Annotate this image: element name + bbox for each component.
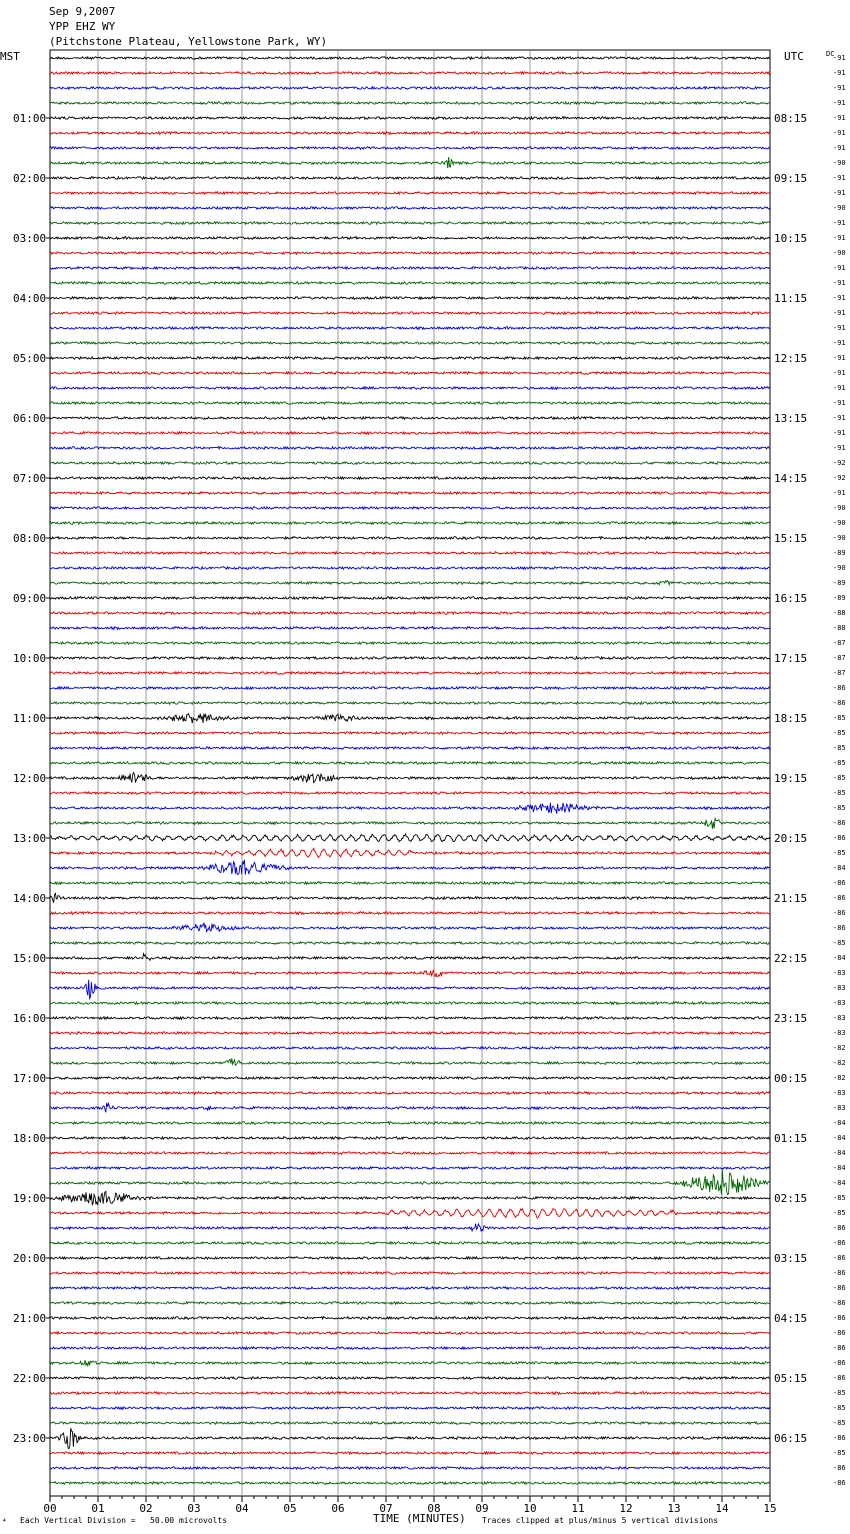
dc-offset-label: -82 [833, 1074, 846, 1082]
dc-offset-label: -85 [833, 744, 846, 752]
dc-offset-label: -90 [833, 249, 846, 257]
dc-offset-label: -82 [833, 1059, 846, 1067]
dc-offset-label: -83 [833, 1029, 846, 1037]
seismic-trace [50, 147, 770, 150]
seismic-trace [50, 507, 770, 510]
utc-hour-label: 00:15 [774, 1072, 808, 1085]
seismic-trace [50, 803, 770, 814]
utc-hour-label: 09:15 [774, 172, 808, 185]
seismic-trace [50, 762, 770, 765]
dc-offset-label: -91 [833, 129, 846, 137]
seismic-trace [50, 1209, 770, 1219]
mst-hour-label: 11:00 [13, 712, 47, 725]
seismic-trace [50, 792, 770, 795]
seismic-trace [50, 1347, 770, 1350]
seismic-trace [50, 1377, 770, 1380]
dc-offset-label: -90 [833, 204, 846, 212]
mst-hour-label: 18:00 [13, 1132, 47, 1145]
x-tick-label: 03 [187, 1502, 201, 1515]
dc-offset-label: -86 [833, 1239, 846, 1247]
dc-offset-label: -84 [833, 1134, 846, 1142]
seismic-trace [50, 1257, 770, 1260]
seismic-trace [50, 1407, 770, 1410]
seismic-trace [50, 447, 770, 450]
seismic-trace [50, 1467, 770, 1470]
seismic-trace [50, 102, 770, 105]
mst-hour-label: 13:00 [13, 832, 47, 845]
mst-hour-label: 12:00 [13, 772, 47, 785]
dc-offset-label: -84 [833, 1179, 846, 1187]
dc-offset-label: -91 [833, 354, 846, 362]
seismic-trace [50, 1032, 770, 1035]
seismic-trace [50, 462, 770, 465]
dc-offset-label: -90 [833, 534, 846, 542]
dc-offset-label: -91 [833, 99, 846, 107]
x-tick-label: 15 [763, 1502, 777, 1515]
seismic-trace [50, 773, 770, 783]
dc-offset-label: -86 [833, 1479, 846, 1487]
seismic-trace [50, 702, 770, 705]
utc-hour-label: 05:15 [774, 1372, 808, 1385]
dc-offset-label: -86 [833, 924, 846, 932]
dc-offset-label: -89 [833, 594, 846, 602]
dc-offset-label: -83 [833, 1014, 846, 1022]
mst-hour-label: 19:00 [13, 1192, 47, 1205]
seismic-trace [50, 417, 770, 420]
seismic-trace [50, 1103, 770, 1113]
dc-offset-label: -90 [833, 504, 846, 512]
chart-date: Sep 9,2007 [49, 5, 116, 18]
seismic-trace [50, 177, 770, 180]
dc-offset-label: -83 [833, 1104, 846, 1112]
seismic-trace [50, 834, 770, 842]
mst-hour-label: 05:00 [13, 352, 47, 365]
chart-location: (Pitchstone Plateau, Yellowstone Park, WY) [49, 35, 328, 48]
seismic-trace [50, 357, 770, 360]
dc-offset-label: -86 [833, 1464, 846, 1472]
dc-offset-label: -91 [833, 189, 846, 197]
seismic-trace [50, 1224, 770, 1231]
mst-hour-label: 08:00 [13, 532, 47, 545]
dc-offset-label: -85 [833, 939, 846, 947]
dc-offset-label: -85 [833, 789, 846, 797]
dc-offset-label: -91 [833, 114, 846, 122]
dc-offset-label: -84 [833, 954, 846, 962]
seismic-trace [50, 267, 770, 270]
right-timezone-label: UTC [784, 50, 804, 63]
seismic-trace [50, 477, 770, 480]
seismic-trace [50, 1317, 770, 1320]
mst-hour-label: 21:00 [13, 1312, 47, 1325]
seismic-trace [50, 1272, 770, 1275]
seismic-trace [50, 1169, 770, 1195]
utc-hour-label: 22:15 [774, 952, 808, 965]
dc-offset-label: -91 [833, 414, 846, 422]
dc-offset-label: -89 [833, 549, 846, 557]
seismic-trace [50, 1302, 770, 1305]
mst-hour-label: 15:00 [13, 952, 47, 965]
x-tick-label: 07 [379, 1502, 393, 1515]
vertical-scale-note: Each Vertical Division = 50.00 microvolts [20, 1516, 228, 1525]
utc-hour-label: 20:15 [774, 832, 808, 845]
seismic-trace [50, 1167, 770, 1170]
mst-hour-label: 10:00 [13, 652, 47, 665]
seismic-trace [50, 72, 770, 75]
seismic-trace [50, 1452, 770, 1455]
mst-hour-label: 03:00 [13, 232, 47, 245]
x-tick-label: 01 [91, 1502, 105, 1515]
seismic-trace [50, 387, 770, 390]
dc-offset-label: -86 [833, 894, 846, 902]
mst-hour-label: 14:00 [13, 892, 47, 905]
dc-offset-label: -85 [833, 759, 846, 767]
seismic-trace [50, 1428, 770, 1449]
seismic-trace [50, 522, 770, 525]
seismic-trace [50, 1192, 770, 1206]
utc-hour-label: 04:15 [774, 1312, 808, 1325]
seismic-trace [50, 1152, 770, 1155]
x-tick-label: 04 [235, 1502, 249, 1515]
seismic-trace [50, 860, 770, 875]
dc-offset-label: -85 [833, 729, 846, 737]
utc-hour-label: 12:15 [774, 352, 808, 365]
dc-offset-label: -91 [833, 444, 846, 452]
clip-note: Traces clipped at plus/minus 5 vertical divisions [482, 1516, 719, 1525]
footer-left-mark: ⁴ [2, 1517, 7, 1526]
dc-offset-label: -84 [833, 1164, 846, 1172]
seismic-trace [50, 1077, 770, 1080]
seismic-trace [50, 207, 770, 210]
seismic-trace [50, 1287, 770, 1290]
dc-offset-label: -87 [833, 654, 846, 662]
mst-hour-label: 09:00 [13, 592, 47, 605]
seismic-trace [50, 1242, 770, 1245]
dc-offset-label: -92 [833, 459, 846, 467]
seismic-trace [50, 117, 770, 120]
seismic-trace [50, 1137, 770, 1140]
seismic-trace [50, 612, 770, 615]
trace-group [50, 57, 770, 1485]
dc-offset-label: -91 [833, 399, 846, 407]
seismic-trace [50, 642, 770, 645]
x-tick-label: 11 [571, 1502, 585, 1515]
seismic-trace [50, 1422, 770, 1425]
dc-offset-label: -90 [833, 159, 846, 167]
utc-hour-label: 06:15 [774, 1432, 808, 1445]
dc-offset-label: -86 [833, 1284, 846, 1292]
dc-offset-label: -92 [833, 474, 846, 482]
dc-offset-label: -86 [833, 1269, 846, 1277]
dc-offset-label: -86 [833, 1254, 846, 1262]
utc-hour-label: 15:15 [774, 532, 808, 545]
x-tick-label: 09 [475, 1502, 489, 1515]
seismic-trace [50, 657, 770, 660]
seismic-trace [50, 87, 770, 90]
utc-hour-label: 19:15 [774, 772, 808, 785]
x-tick-label: 08 [427, 1502, 441, 1515]
dc-offset-label: -83 [833, 1089, 846, 1097]
dc-offset-label: -86 [833, 684, 846, 692]
dc-offset-label: -85 [833, 1404, 846, 1412]
seismic-trace [50, 492, 770, 495]
dc-offset-label: -85 [833, 714, 846, 722]
seismic-trace [50, 192, 770, 195]
dc-offset-label: -85 [833, 774, 846, 782]
x-tick-label: 00 [43, 1502, 57, 1515]
utc-hour-label: 21:15 [774, 892, 808, 905]
label-group [13, 54, 846, 1515]
utc-hour-label: 13:15 [774, 412, 808, 425]
dc-offset-label: -83 [833, 999, 846, 1007]
dc-offset-label: -86 [833, 819, 846, 827]
seismic-trace [50, 57, 770, 60]
dc-offset-label: -86 [833, 1344, 846, 1352]
dc-offset-label: -85 [833, 804, 846, 812]
utc-hour-label: 03:15 [774, 1252, 808, 1265]
seismic-trace [50, 732, 770, 735]
utc-hour-label: 16:15 [774, 592, 808, 605]
utc-hour-label: 17:15 [774, 652, 808, 665]
seismic-trace [50, 432, 770, 435]
dc-offset-label: -91 [833, 489, 846, 497]
seismic-trace [50, 980, 770, 999]
dc-offset-label: -82 [833, 1044, 846, 1052]
seismic-trace [50, 537, 770, 540]
dc-offset-label: -86 [833, 699, 846, 707]
dc-offset-label: -86 [833, 1374, 846, 1382]
seismic-trace [50, 747, 770, 750]
dc-offset-label: -85 [833, 1389, 846, 1397]
mst-hour-label: 01:00 [13, 112, 47, 125]
dc-offset-label: -84 [833, 1149, 846, 1157]
seismic-trace [50, 402, 770, 405]
dc-offset-label: -85 [833, 1419, 846, 1427]
dc-offset-label: -86 [833, 909, 846, 917]
seismic-trace [50, 923, 770, 933]
mst-hour-label: 16:00 [13, 1012, 47, 1025]
dc-offset-label: -91 [833, 294, 846, 302]
dc-offset-label: -90 [833, 564, 846, 572]
seismic-trace [50, 893, 770, 903]
dc-offset-label: -91 [833, 339, 846, 347]
seismic-trace [50, 1058, 770, 1065]
utc-hour-label: 01:15 [774, 1132, 808, 1145]
seismic-trace [50, 687, 770, 690]
dc-offset-label: -86 [833, 1314, 846, 1322]
seismic-trace [50, 567, 770, 570]
dc-offset-label: -83 [833, 969, 846, 977]
dc-offset-label: -91 [833, 309, 846, 317]
x-tick-label: 14 [715, 1502, 729, 1515]
dc-offset-label: -87 [833, 669, 846, 677]
seismic-trace [50, 942, 770, 945]
dc-offset-label: -85 [833, 1194, 846, 1202]
dc-offset-label: -90 [833, 519, 846, 527]
seismic-trace [50, 157, 770, 168]
seismic-trace [50, 1482, 770, 1485]
x-tick-label: 02 [139, 1502, 153, 1515]
seismic-trace [50, 1122, 770, 1125]
seismic-trace [50, 312, 770, 315]
dc-offset-label: -86 [833, 1434, 846, 1442]
dc-offset-label: -84 [833, 1119, 846, 1127]
dc-offset-label: -91 [833, 84, 846, 92]
dc-offset-label: -86 [833, 1359, 846, 1367]
seismic-trace [50, 1002, 770, 1005]
dc-offset-label: -89 [833, 579, 846, 587]
seismic-trace [50, 252, 770, 255]
x-tick-label: 05 [283, 1502, 297, 1515]
dc-offset-label: -91 [833, 234, 846, 242]
seismic-trace [50, 1332, 770, 1335]
dc-offset-label: -86 [833, 1329, 846, 1337]
utc-hour-label: 18:15 [774, 712, 808, 725]
dc-offset-label: -85 [833, 1449, 846, 1457]
dc-offset-label: -86 [833, 879, 846, 887]
seismic-trace [50, 1047, 770, 1050]
seismic-trace [50, 627, 770, 630]
dc-offset-label: -91 [833, 429, 846, 437]
x-axis-title: TIME (MINUTES) [373, 1512, 466, 1525]
seismic-trace [50, 848, 770, 857]
dc-offset-label: -91 [833, 219, 846, 227]
mst-hour-label: 06:00 [13, 412, 47, 425]
dc-offset-label: -91 [833, 369, 846, 377]
dc-offset-label: -88 [833, 624, 846, 632]
dc-offset-label: -83 [833, 984, 846, 992]
seismic-trace [50, 581, 770, 585]
seismic-trace [50, 672, 770, 675]
mst-hour-label: 20:00 [13, 1252, 47, 1265]
dc-offset-label: -86 [833, 834, 846, 842]
dc-offset-label: -88 [833, 609, 846, 617]
utc-hour-label: 08:15 [774, 112, 808, 125]
seismic-trace [50, 552, 770, 555]
utc-hour-label: 23:15 [774, 1012, 808, 1025]
dc-offset-label: -91 [833, 264, 846, 272]
seismic-trace [50, 882, 770, 885]
seismic-trace [50, 327, 770, 330]
seismic-trace [50, 1017, 770, 1020]
mst-hour-label: 23:00 [13, 1432, 47, 1445]
utc-hour-label: 14:15 [774, 472, 808, 485]
seismic-trace [50, 1392, 770, 1395]
dc-offset-label: -85 [833, 849, 846, 857]
dc-offset-label: -85 [833, 1209, 846, 1217]
mst-hour-label: 07:00 [13, 472, 47, 485]
seismic-trace [50, 954, 770, 961]
seismic-trace [50, 1092, 770, 1095]
seismic-trace [50, 222, 770, 225]
seismic-trace [50, 597, 770, 600]
dc-offset-header: DC [826, 50, 835, 58]
seismic-trace [50, 372, 770, 375]
dc-offset-label: -91 [833, 324, 846, 332]
mst-hour-label: 04:00 [13, 292, 47, 305]
seismic-trace [50, 237, 770, 240]
seismic-trace [50, 970, 770, 977]
dc-offset-label: -86 [833, 1224, 846, 1232]
dc-offset-label: -91 [833, 144, 846, 152]
mst-hour-label: 22:00 [13, 1372, 47, 1385]
utc-hour-label: 10:15 [774, 232, 808, 245]
dc-offset-label: -91 [833, 279, 846, 287]
utc-hour-label: 11:15 [774, 292, 808, 305]
x-tick-label: 12 [619, 1502, 633, 1515]
left-timezone-label: MST [0, 50, 20, 63]
x-tick-label: 10 [523, 1502, 537, 1515]
seismic-trace [50, 912, 770, 915]
x-tick-label: 06 [331, 1502, 345, 1515]
seismic-trace [50, 1360, 770, 1366]
seismic-trace [50, 714, 770, 724]
mst-hour-label: 17:00 [13, 1072, 47, 1085]
dc-offset-label: -91 [833, 54, 846, 62]
seismic-trace [50, 297, 770, 300]
dc-offset-label: -86 [833, 1299, 846, 1307]
dc-offset-label: -91 [833, 174, 846, 182]
mst-hour-label: 02:00 [13, 172, 47, 185]
dc-offset-label: -87 [833, 639, 846, 647]
seismic-trace [50, 282, 770, 285]
seismic-trace [50, 342, 770, 345]
seismic-trace [50, 132, 770, 135]
seismic-trace [50, 818, 770, 828]
dc-offset-label: -84 [833, 864, 846, 872]
chart-station: YPP EHZ WY [49, 20, 116, 33]
dc-offset-label: -91 [833, 69, 846, 77]
utc-hour-label: 02:15 [774, 1192, 808, 1205]
x-tick-label: 13 [667, 1502, 681, 1515]
dc-offset-label: -91 [833, 384, 846, 392]
